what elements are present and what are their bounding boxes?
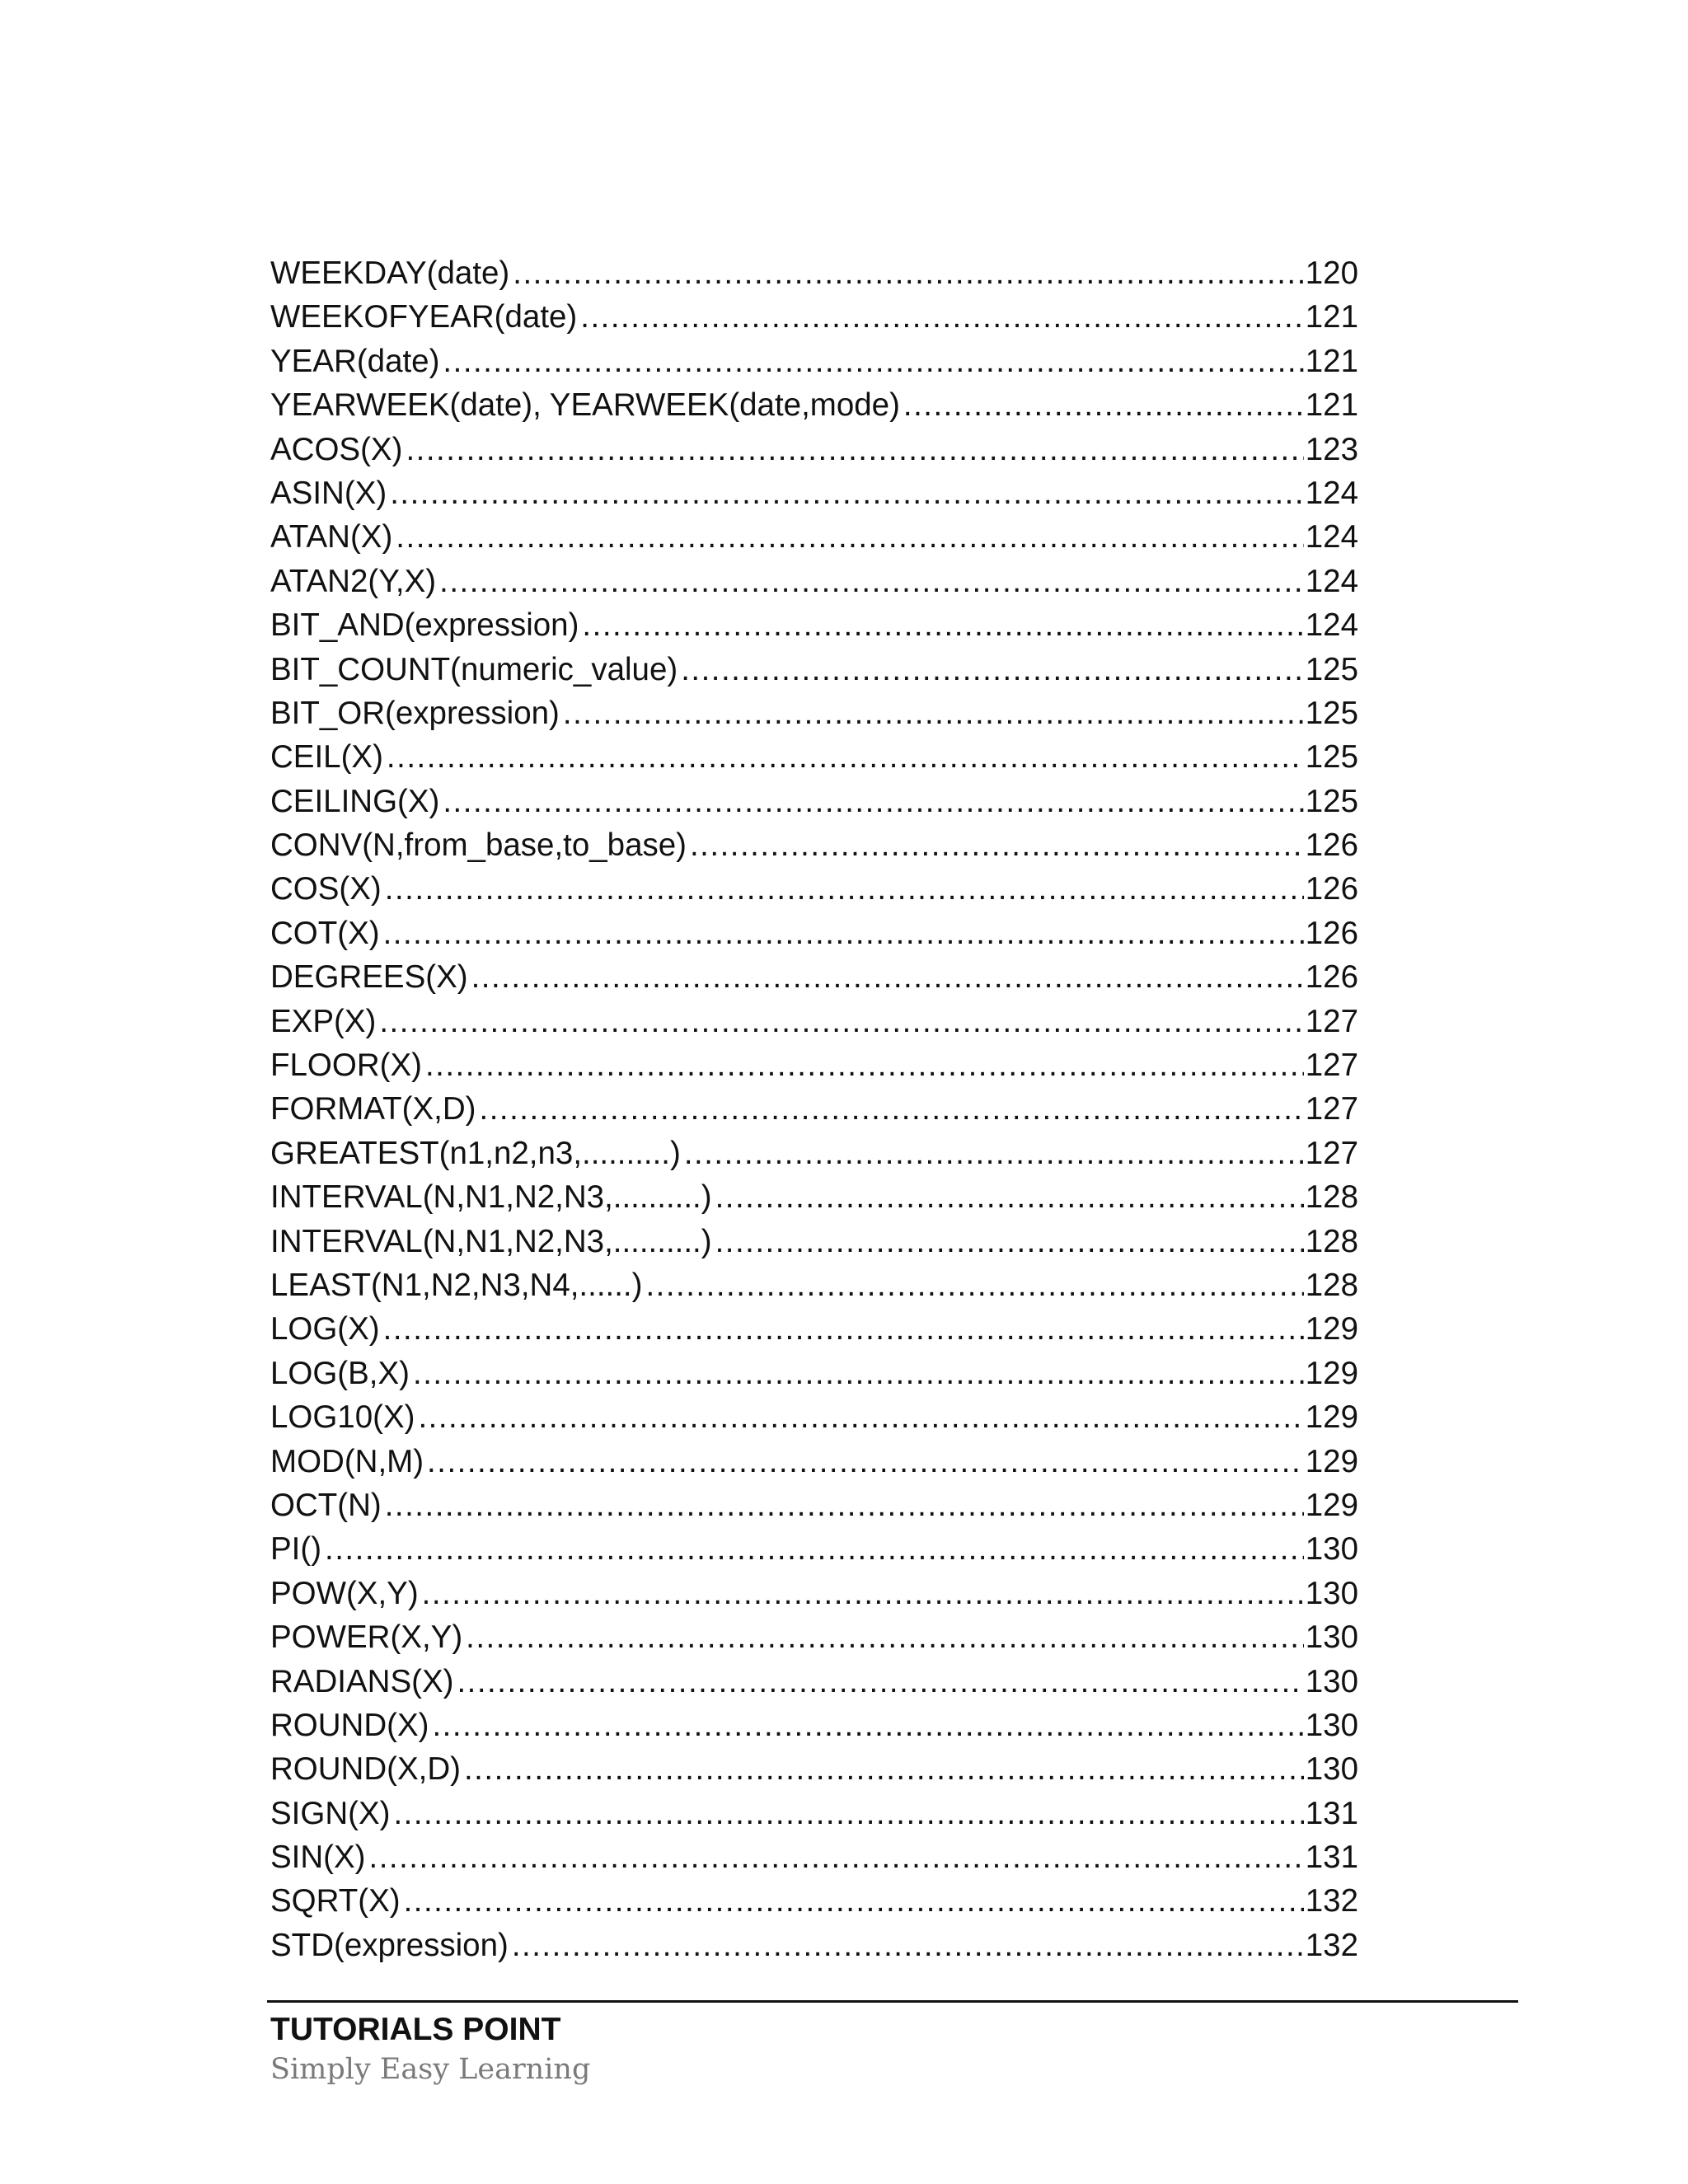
toc-entry-page: 130 <box>1305 1531 1358 1568</box>
dot-leader <box>681 648 1304 691</box>
toc-entry-title: SIN(X) <box>270 1840 366 1876</box>
toc-entry[interactable] <box>270 1924 1358 1967</box>
dot-leader <box>715 1220 1304 1263</box>
toc-entry-title: POWER(X,Y) <box>270 1619 463 1656</box>
toc-entry-page: 129 <box>1305 1311 1358 1347</box>
toc-entry-title: WEEKOFYEAR(date) <box>270 299 578 335</box>
toc-entry[interactable] <box>270 1043 1358 1087</box>
toc-entry-page: 127 <box>1305 1003 1358 1039</box>
toc-entry[interactable] <box>270 1132 1358 1175</box>
dot-leader <box>457 1660 1303 1704</box>
toc-entry-page: 126 <box>1305 871 1358 907</box>
dot-leader <box>903 383 1304 427</box>
dot-leader <box>379 1000 1303 1043</box>
toc-entry-page: 132 <box>1305 1927 1358 1963</box>
dot-leader <box>383 912 1304 955</box>
toc-entry-page: 125 <box>1305 651 1358 687</box>
toc-entry-page: 130 <box>1305 1619 1358 1656</box>
toc-entry-title: BIT_AND(expression) <box>270 607 579 644</box>
toc-entry-page: 130 <box>1305 1707 1358 1743</box>
toc-entry[interactable] <box>270 251 1358 295</box>
toc-entry[interactable] <box>270 1879 1358 1923</box>
toc-entry-title: COT(X) <box>270 915 380 951</box>
toc-entry-title: LEAST(N1,N2,N3,N4,......) <box>270 1267 643 1303</box>
dot-leader <box>385 1483 1304 1527</box>
dot-leader <box>563 691 1304 735</box>
toc-entry-title: RADIANS(X) <box>270 1663 454 1699</box>
toc-entry-title: INTERVAL(N,N1,N2,N3,..........) <box>270 1223 712 1259</box>
dot-leader <box>513 251 1303 295</box>
toc-entry[interactable] <box>270 428 1358 471</box>
toc-entry-page: 121 <box>1305 387 1358 424</box>
toc-entry-page: 125 <box>1305 783 1358 819</box>
toc-entry-title: POW(X,Y) <box>270 1575 419 1611</box>
toc-entry-title: DEGREES(X) <box>270 959 468 996</box>
dot-leader <box>480 1087 1304 1131</box>
toc-entry-title: ATAN2(Y,X) <box>270 563 437 599</box>
footer-tagline: Simply Easy Learning <box>270 2053 591 2086</box>
toc-entry-title: YEARWEEK(date), YEARWEEK(date,mode) <box>270 387 900 424</box>
toc-entry-title: ATAN(X) <box>270 519 393 555</box>
dot-leader <box>690 823 1304 867</box>
toc-entry-title: COS(X) <box>270 871 382 907</box>
toc-entry[interactable] <box>270 1792 1358 1835</box>
dot-leader <box>684 1132 1304 1175</box>
toc-entry-title: GREATEST(n1,n2,n3,..........) <box>270 1135 681 1171</box>
toc-entry[interactable] <box>270 691 1358 735</box>
toc-entry-page: 124 <box>1305 607 1358 644</box>
toc-entry-page: 129 <box>1305 1487 1358 1523</box>
toc-entry-page: 128 <box>1305 1179 1358 1216</box>
toc-entry-title: CONV(N,from_base,to_base) <box>270 827 687 864</box>
toc-entry-page: 126 <box>1305 959 1358 996</box>
dot-leader <box>418 1395 1303 1439</box>
toc-entry-title: LOG10(X) <box>270 1399 415 1436</box>
toc-entry[interactable] <box>270 1220 1358 1263</box>
toc-entry[interactable] <box>270 295 1358 339</box>
dot-leader <box>393 1792 1303 1835</box>
footer-divider <box>267 2000 1518 2003</box>
dot-leader <box>325 1527 1304 1571</box>
toc-entry-title: YEAR(date) <box>270 343 440 379</box>
dot-leader <box>385 867 1304 911</box>
toc-entry-page: 127 <box>1305 1091 1358 1127</box>
toc-entry[interactable] <box>270 1483 1358 1527</box>
toc-entry[interactable] <box>270 1835 1358 1879</box>
dot-leader <box>396 515 1303 559</box>
toc-entry-title: OCT(N) <box>270 1487 382 1523</box>
toc-entry[interactable] <box>270 1527 1358 1571</box>
toc-entry-page: 120 <box>1305 255 1358 291</box>
toc-entry[interactable] <box>270 912 1358 955</box>
dot-leader <box>439 560 1304 603</box>
dot-leader <box>443 340 1303 383</box>
toc-entry[interactable] <box>270 1747 1358 1791</box>
dot-leader <box>404 1879 1304 1923</box>
dot-leader <box>580 295 1303 339</box>
dot-leader <box>387 735 1304 779</box>
toc-entry-title: EXP(X) <box>270 1003 377 1039</box>
toc-entry-title: LOG(X) <box>270 1311 380 1347</box>
toc-entry-page: 127 <box>1305 1047 1358 1084</box>
toc-entry-title: STD(expression) <box>270 1927 509 1963</box>
toc-entry-page: 125 <box>1305 739 1358 776</box>
dot-leader <box>406 428 1303 471</box>
dot-leader <box>466 1615 1304 1659</box>
toc-entry-page: 121 <box>1305 299 1358 335</box>
toc-entry[interactable] <box>270 1660 1358 1704</box>
toc-entry-page: 130 <box>1305 1751 1358 1788</box>
toc-entry-page: 128 <box>1305 1267 1358 1303</box>
toc-entry-title: PI() <box>270 1531 322 1568</box>
toc-entry-page: 125 <box>1305 695 1358 731</box>
toc-entry-page: 130 <box>1305 1663 1358 1699</box>
toc-entry-title: BIT_OR(expression) <box>270 695 560 731</box>
toc-entry[interactable] <box>270 515 1358 559</box>
dot-leader <box>427 1440 1304 1483</box>
toc-entry-page: 129 <box>1305 1443 1358 1479</box>
toc-entry[interactable] <box>270 471 1358 515</box>
toc-entry-page: 130 <box>1305 1575 1358 1611</box>
toc-entry[interactable] <box>270 1263 1358 1307</box>
toc-entry-page: 126 <box>1305 915 1358 951</box>
toc-entry-page: 124 <box>1305 563 1358 599</box>
toc-entry-page: 123 <box>1305 431 1358 467</box>
dot-leader <box>432 1704 1303 1747</box>
toc-entry-page: 132 <box>1305 1883 1358 1919</box>
toc-entry[interactable] <box>270 867 1358 911</box>
toc-entry[interactable] <box>270 1307 1358 1351</box>
toc-entry[interactable] <box>270 955 1358 999</box>
toc-entry[interactable] <box>270 1000 1358 1043</box>
dot-leader <box>369 1835 1304 1879</box>
toc-entry-title: SQRT(X) <box>270 1883 401 1919</box>
dot-leader <box>715 1175 1304 1219</box>
toc-entry[interactable] <box>270 1572 1358 1615</box>
toc-entry[interactable] <box>270 340 1358 383</box>
toc-entry[interactable] <box>270 823 1358 867</box>
toc-entry-title: SIGN(X) <box>270 1795 391 1831</box>
toc-entry-title: LOG(B,X) <box>270 1355 410 1391</box>
dot-leader <box>425 1043 1304 1087</box>
toc-entry-page: 129 <box>1305 1355 1358 1391</box>
toc-entry-page: 131 <box>1305 1840 1358 1876</box>
toc-entry-page: 124 <box>1305 475 1358 511</box>
toc-entry[interactable] <box>270 1395 1358 1439</box>
dot-leader <box>471 955 1304 999</box>
toc-entry[interactable] <box>270 603 1358 647</box>
toc-entry[interactable] <box>270 560 1358 603</box>
toc-entry-title: WEEKDAY(date) <box>270 255 510 291</box>
dot-leader <box>422 1572 1304 1615</box>
toc-entry-title: CEILING(X) <box>270 783 440 819</box>
toc-entry-title: FLOOR(X) <box>270 1047 422 1084</box>
dot-leader <box>582 603 1303 647</box>
table-of-contents <box>270 251 1358 1967</box>
dot-leader <box>390 471 1304 515</box>
toc-entry-title: MOD(N,M) <box>270 1443 424 1479</box>
toc-entry-title: ACOS(X) <box>270 431 403 467</box>
toc-entry-title: FORMAT(X,D) <box>270 1091 476 1127</box>
toc-entry[interactable] <box>270 1440 1358 1483</box>
toc-entry-page: 121 <box>1305 343 1358 379</box>
toc-entry-page: 124 <box>1305 519 1358 555</box>
toc-entry[interactable] <box>270 780 1358 823</box>
dot-leader <box>512 1924 1304 1967</box>
footer-brand: TUTORIALS POINT <box>270 2012 561 2047</box>
toc-entry-title: ROUND(X) <box>270 1707 429 1743</box>
toc-entry[interactable] <box>270 735 1358 779</box>
toc-entry[interactable] <box>270 648 1358 691</box>
dot-leader <box>464 1747 1304 1791</box>
toc-entry-title: INTERVAL(N,N1,N2,N3,..........) <box>270 1179 712 1216</box>
toc-entry-title: BIT_COUNT(numeric_value) <box>270 651 678 687</box>
toc-entry[interactable] <box>270 1175 1358 1219</box>
toc-entry-page: 131 <box>1305 1795 1358 1831</box>
toc-entry-page: 126 <box>1305 827 1358 864</box>
toc-entry-page: 129 <box>1305 1399 1358 1436</box>
toc-entry[interactable] <box>270 1352 1358 1395</box>
dot-leader <box>383 1307 1304 1351</box>
toc-entry[interactable] <box>270 1704 1358 1747</box>
toc-entry-title: ASIN(X) <box>270 475 387 511</box>
dot-leader <box>443 780 1303 823</box>
toc-entry[interactable] <box>270 1615 1358 1659</box>
toc-entry-page: 128 <box>1305 1223 1358 1259</box>
toc-entry[interactable] <box>270 383 1358 427</box>
toc-entry-title: ROUND(X,D) <box>270 1751 461 1788</box>
dot-leader <box>645 1263 1303 1307</box>
toc-entry[interactable] <box>270 1087 1358 1131</box>
toc-entry-page: 127 <box>1305 1135 1358 1171</box>
dot-leader <box>413 1352 1304 1395</box>
toc-entry-title: CEIL(X) <box>270 739 383 776</box>
